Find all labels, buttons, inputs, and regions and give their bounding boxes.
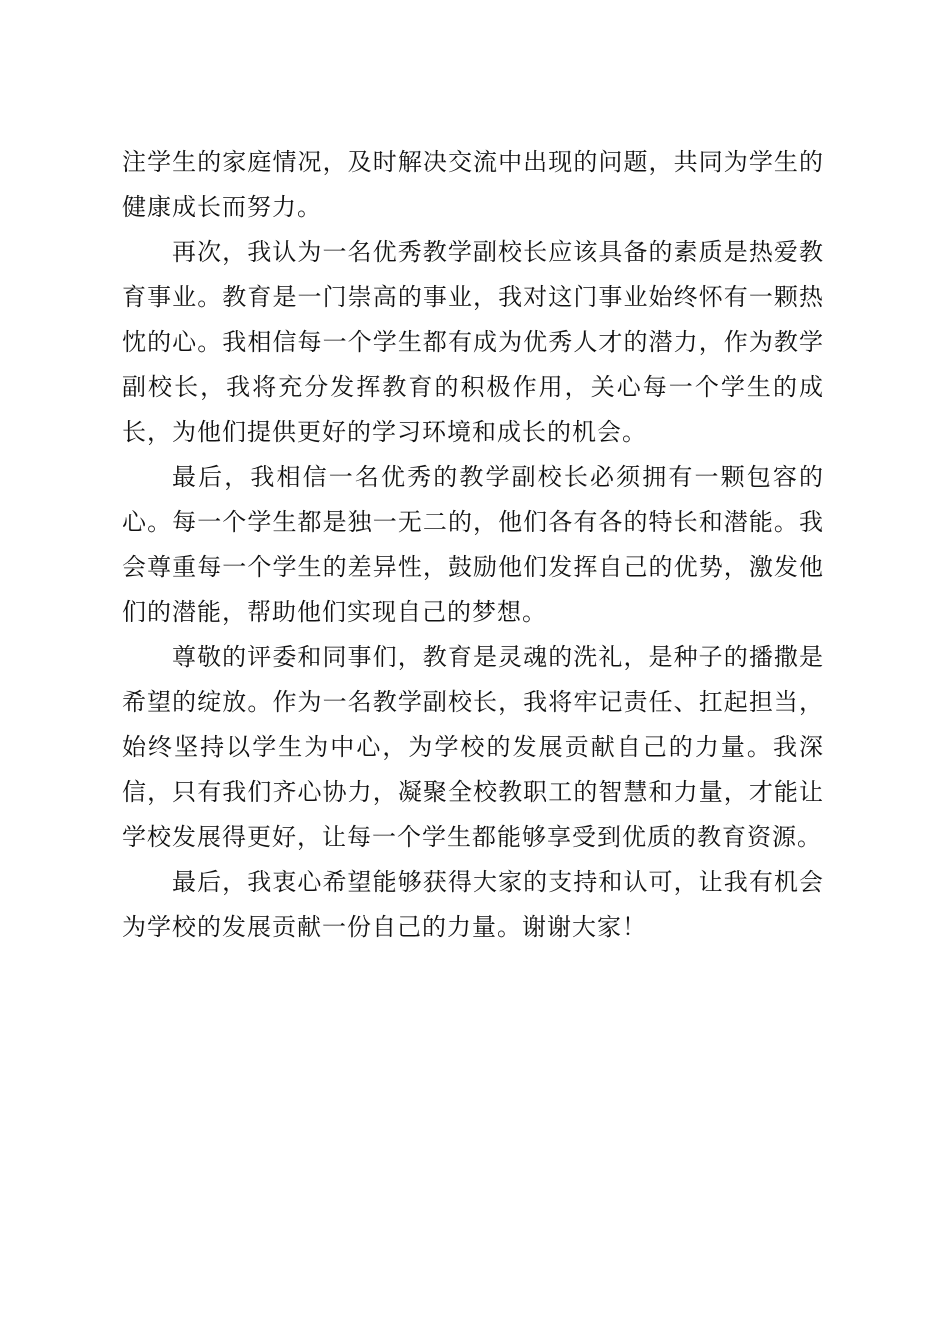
paragraph-closing-thanks: 最后，我衷心希望能够获得大家的支持和认可，让我有机会为学校的发展贡献一份自己的力量。谢谢大家！ bbox=[122, 868, 824, 941]
document-body bbox=[122, 140, 824, 950]
paragraph-passion-for-education: 再次，我认为一名优秀教学副校长应该具备的素质是热爱教育事业。教育是一门崇高的事业，我对这门事业始终怀有一颗热忱的心。我相信每一个学生都有成为优秀人才的潜力，作为教学副校长，我将充分发挥教育的积极作用，关心每一个学生的成长，为他们提供更好的学习环境和成长的机会。 bbox=[122, 238, 824, 446]
paragraph-inclusive-heart: 最后，我相信一名优秀的教学副校长必须拥有一颗包容的心。每一个学生都是独一无二的，他们各有各的特长和潜能。我会尊重每一个学生的差异性，鼓励他们发挥自己的优势，激发他们的潜能，帮助他们实现自己的梦想。 bbox=[122, 463, 824, 626]
paragraph-address-to-judges: 尊敬的评委和同事们，教育是灵魂的洗礼，是种子的播撒是希望的绽放。作为一名教学副校长，我将牢记责任、扛起担当，始终坚持以学生为中心，为学校的发展贡献自己的力量。我深信，只有我们齐心协力，凝聚全校教职工的智慧和力量，才能让学校发展得更好，让每一个学生都能够享受到优质的教育资源。 bbox=[122, 643, 824, 851]
paragraph-continuation: 注学生的家庭情况，及时解决交流中出现的问题，共同为学生的健康成长而努力。 bbox=[122, 148, 824, 221]
